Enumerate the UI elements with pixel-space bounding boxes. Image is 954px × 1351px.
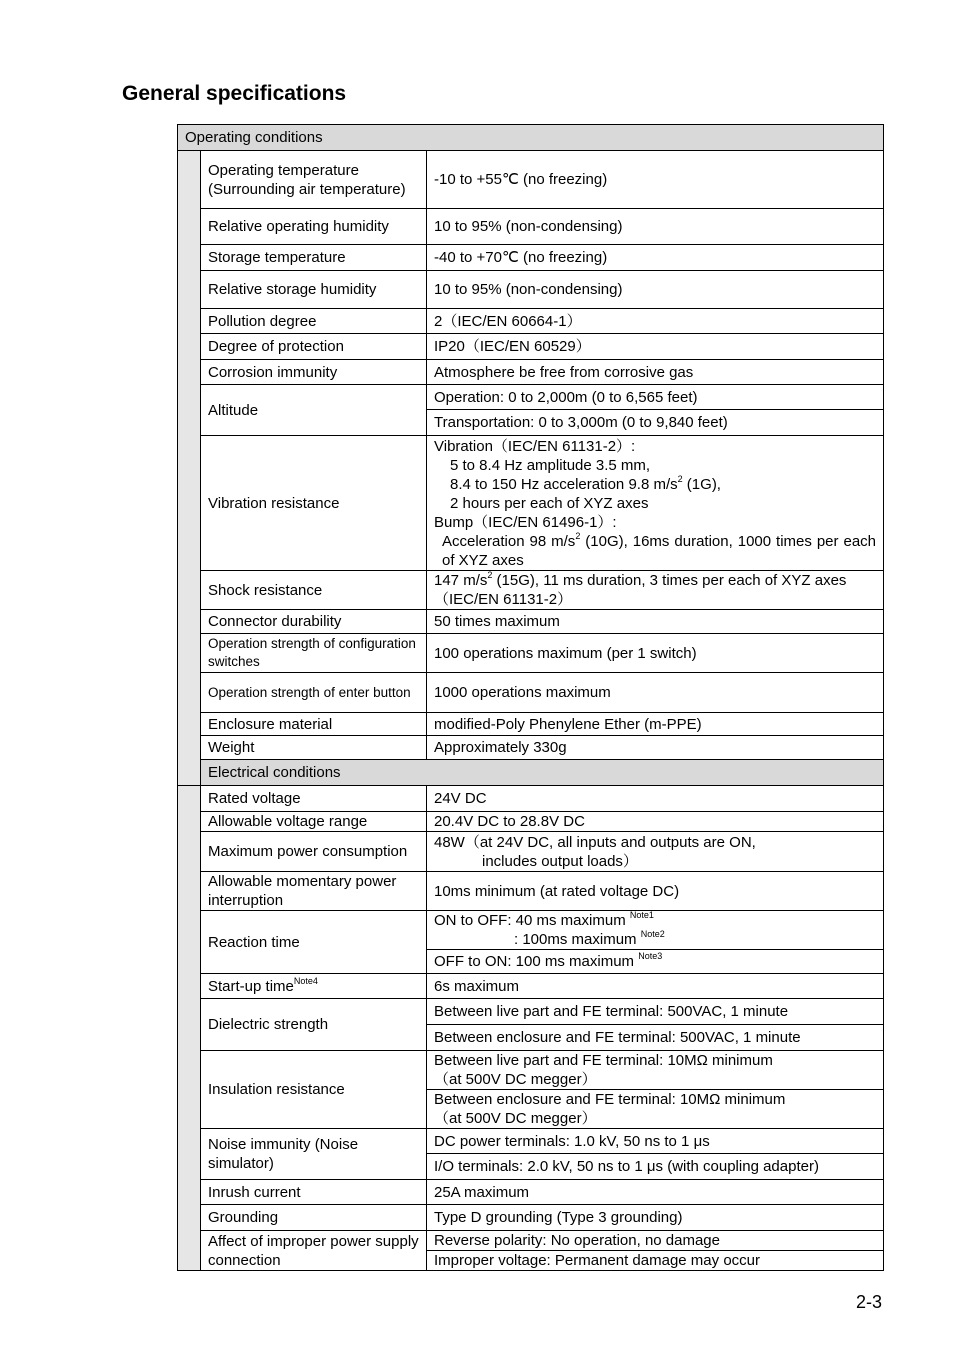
- spec-value: ON to OFF: 40 ms maximum $^{Note1}$ : 100ms maximum $^{Note2}$: [427, 911, 884, 950]
- spec-name: Enclosure material: [201, 713, 427, 736]
- section-header-operating: [178, 125, 884, 151]
- spec-value: Vibration（IEC/EN 61131-2）: 5 to 8.4 Hz amplitude 3.5 mm, 8.4 to 150 Hz acceleration 9.8 $m/s^2$ (1G), 2 hours per each of XYZ axes Bump（IEC/EN 61496-1）: Acceleration 98 $m/s^2$ (10G), 16ms duration, 1000 times per each of XYZ axes: [427, 436, 884, 571]
- table-row: [178, 974, 884, 999]
- spec-value: Operation: 0 to 2,000m (0 to 6,565 feet): [427, 385, 884, 410]
- table-row: [178, 1205, 884, 1231]
- spec-value: I/O terminals: 2.0 kV, 50 ns to 1 μs (with coupling adapter): [427, 1154, 884, 1180]
- table-row: [178, 999, 884, 1025]
- spec-value: Improper voltage: Permanent damage may occur: [427, 1251, 884, 1271]
- table-row: [178, 1051, 884, 1090]
- spec-name: Start-up time$^{Note4}$: [201, 974, 427, 999]
- spec-value: Transportation: 0 to 3,000m (0 to 9,840 feet): [427, 410, 884, 436]
- table-row: [178, 812, 884, 832]
- spec-name: Operating temperature (Surrounding air temperature): [201, 151, 427, 209]
- table-row: [178, 736, 884, 760]
- spec-name: Operation strength of enter button: [201, 673, 427, 713]
- table-row: [178, 634, 884, 673]
- spec-name: Inrush current: [201, 1180, 427, 1205]
- table-row: [178, 786, 884, 812]
- spec-name: Storage temperature: [201, 245, 427, 271]
- spec-name: Allowable voltage range: [201, 812, 427, 832]
- spec-value: modified-Poly Phenylene Ether (m-PPE): [427, 713, 884, 736]
- spec-name: Connector durability: [201, 610, 427, 634]
- table-row: [178, 911, 884, 950]
- table-row: [178, 832, 884, 872]
- spec-value: 50 times maximum: [427, 610, 884, 634]
- spec-name: Relative storage humidity: [201, 271, 427, 309]
- spec-value: 1000 operations maximum: [427, 673, 884, 713]
- spec-name: Insulation resistance: [201, 1051, 427, 1129]
- spec-name: Altitude: [201, 385, 427, 436]
- table-row: [178, 1129, 884, 1154]
- spec-value: IP20（IEC/EN 60529）: [427, 334, 884, 360]
- table-row: [178, 245, 884, 271]
- table-row: [178, 334, 884, 360]
- spec-value: Atmosphere be free from corrosive gas: [427, 360, 884, 385]
- spec-name: Noise immunity (Noise simulator): [201, 1129, 427, 1180]
- spec-name: Operation strength of configuration switches: [201, 634, 427, 673]
- spec-value: -40 to +70℃ (no freezing): [427, 245, 884, 271]
- spec-value: Between enclosure and FE terminal: 10MΩ minimum （at 500V DC megger）: [427, 1090, 884, 1129]
- spec-name: Degree of protection: [201, 334, 427, 360]
- table-row: [178, 872, 884, 911]
- table-row: [178, 1231, 884, 1251]
- section-header-electrical: [178, 760, 884, 786]
- spec-name: Vibration resistance: [201, 436, 427, 571]
- spec-name: Allowable momentary power interruption: [201, 872, 427, 911]
- spec-name: Maximum power consumption: [201, 832, 427, 872]
- spec-name: Affect of improper power supply connection: [201, 1231, 427, 1271]
- table-row: [178, 673, 884, 713]
- table-row: [178, 151, 884, 209]
- spec-name: Grounding: [201, 1205, 427, 1231]
- spec-value: Reverse polarity: No operation, no damage: [427, 1231, 884, 1251]
- table-row: [178, 1180, 884, 1205]
- table-row: [178, 309, 884, 334]
- page-title: General specifications: [122, 82, 347, 105]
- spec-name: Rated voltage: [201, 786, 427, 812]
- section-title: Electrical conditions: [201, 760, 884, 786]
- spec-value: 147 $m/s^2$ (15G), 11 ms duration, 3 times per each of XYZ axes （IEC/EN 61131-2）: [427, 571, 884, 610]
- spec-name: Shock resistance: [201, 571, 427, 610]
- table-row: [178, 436, 884, 571]
- spec-value: 25A maximum: [427, 1180, 884, 1205]
- spec-value: -10 to +55℃ (no freezing): [427, 151, 884, 209]
- table-row: [178, 360, 884, 385]
- spec-value: OFF to ON: 100 ms maximum $^{Note3}$: [427, 950, 884, 974]
- spec-value: 20.4V DC to 28.8V DC: [427, 812, 884, 832]
- spec-name: Relative operating humidity: [201, 209, 427, 245]
- page-number: 2-3: [855, 1292, 882, 1312]
- table-row: [178, 385, 884, 410]
- table-row: [178, 571, 884, 610]
- table-row: [178, 271, 884, 309]
- spec-value: DC power terminals: 1.0 kV, 50 ns to 1 μs: [427, 1129, 884, 1154]
- spec-name: Pollution degree: [201, 309, 427, 334]
- spec-value: Between live part and FE terminal: 500VAC, 1 minute: [427, 999, 884, 1025]
- spec-value: 10 to 95% (non-condensing): [427, 209, 884, 245]
- specifications-table: [177, 124, 884, 1271]
- spec-value: Approximately 330g: [427, 736, 884, 760]
- spec-value: Between live part and FE terminal: 10MΩ minimum （at 500V DC megger）: [427, 1051, 884, 1090]
- spec-name: Corrosion immunity: [201, 360, 427, 385]
- spec-value: 100 operations maximum (per 1 switch): [427, 634, 884, 673]
- spec-name: Reaction time: [201, 911, 427, 974]
- spec-name: Dielectric strength: [201, 999, 427, 1051]
- spec-name: Weight: [201, 736, 427, 760]
- spec-value: 2（IEC/EN 60664-1）: [427, 309, 884, 334]
- table-row: [178, 209, 884, 245]
- section-title: Operating conditions: [178, 125, 884, 151]
- spec-value: 10 to 95% (non-condensing): [427, 271, 884, 309]
- spec-value: 10ms minimum (at rated voltage DC): [427, 872, 884, 911]
- table-row: [178, 610, 884, 634]
- spec-value: Type D grounding (Type 3 grounding): [427, 1205, 884, 1231]
- table-row: [178, 713, 884, 736]
- spec-value: 24V DC: [427, 786, 884, 812]
- spec-value: 6s maximum: [427, 974, 884, 999]
- spec-value: Between enclosure and FE terminal: 500VAC, 1 minute: [427, 1025, 884, 1051]
- spec-value: 48W（at 24V DC, all inputs and outputs are ON, includes output loads）: [427, 832, 884, 872]
